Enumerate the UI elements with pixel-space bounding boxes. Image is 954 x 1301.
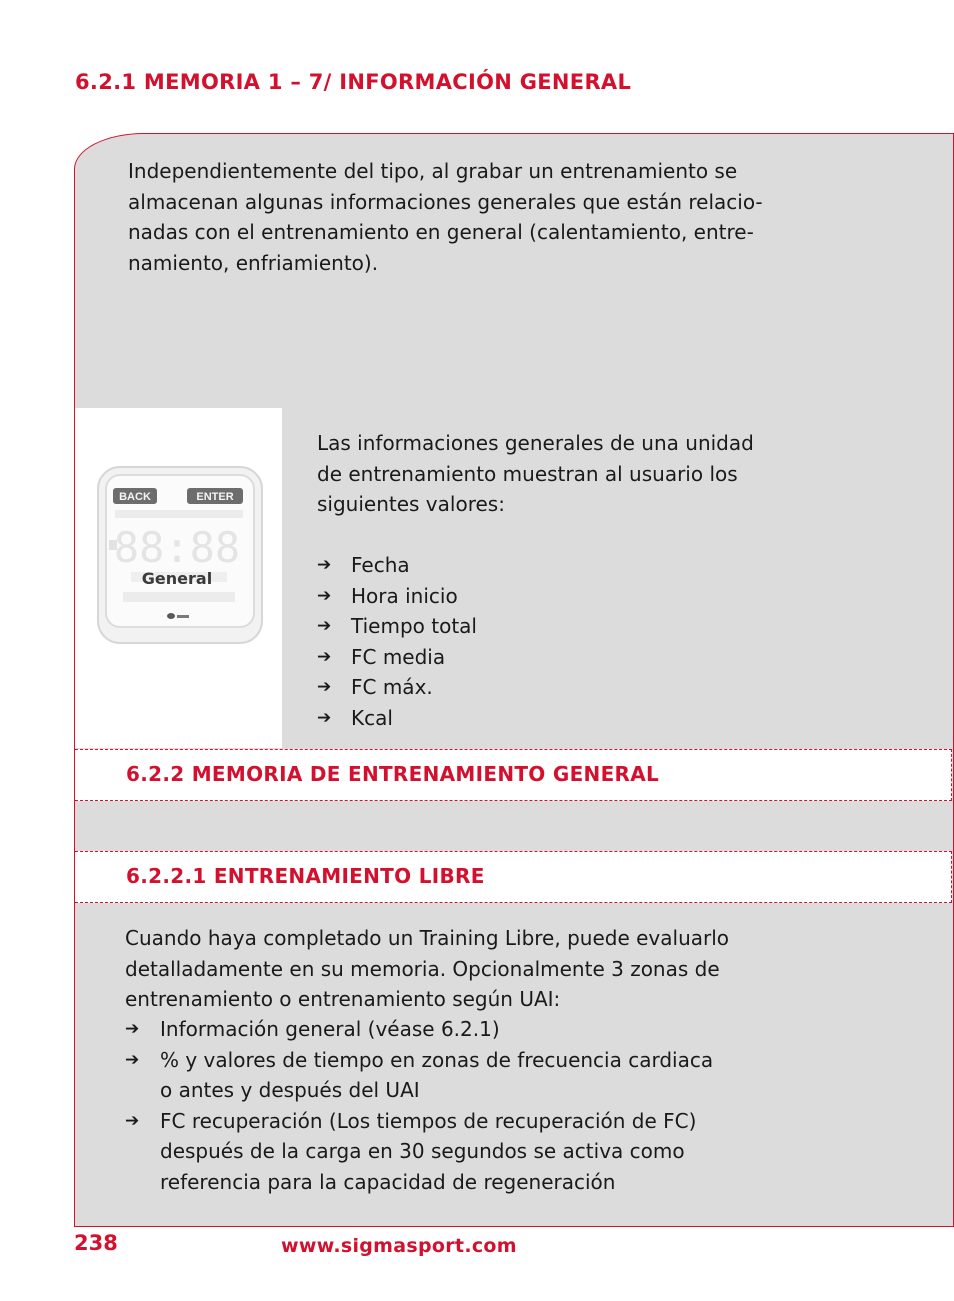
intro-line: Independientemente del tipo, al grabar un entrenamiento se: [128, 159, 738, 183]
free-training-paragraph: [125, 923, 825, 1015]
sigma-logo-icon: [167, 613, 175, 619]
list-item: ➔ % y valores de tiempo en zonas de frecuencia cardiaca o antes y después del UAI: [125, 1045, 805, 1106]
desc-line: Las informaciones generales de una unidad: [317, 431, 754, 455]
list-item: ➔ FC recuperación (Los tiempos de recuperación de FC) después de la carga en 30 segundos se activa como referencia para la capacidad de regeneración: [125, 1106, 805, 1198]
subsection-heading: 6.2.2 MEMORIA DE ENTRENAMIENTO GENERAL: [126, 762, 660, 786]
list-item: ➔ FC media: [317, 642, 477, 673]
intro-line: namiento, enfriamiento).: [128, 250, 379, 275]
digit-display: 88:88: [113, 523, 241, 572]
free-training-list: [125, 1014, 805, 1197]
list-item: ➔ Fecha: [317, 550, 477, 581]
free-line: entrenamiento o entrenamiento según UAI:: [125, 987, 561, 1011]
list-item: ➔ Kcal: [317, 703, 477, 734]
free-line: detalladamente en su memoria. Opcionalmente 3 zonas de: [125, 956, 720, 981]
list-item: ➔ FC máx.: [317, 672, 477, 703]
list-item: ➔ Hora inicio: [317, 581, 477, 612]
general-mode-label: General: [141, 569, 213, 588]
watch-display-image: [97, 466, 263, 644]
section-band: [75, 851, 952, 903]
back-key-label: BACK: [119, 491, 151, 503]
arrow-icon: ➔: [125, 1049, 140, 1070]
list-item: ➔ Información general (véase 6.2.1): [125, 1014, 805, 1045]
intro-paragraph: [128, 156, 828, 278]
arrow-icon: ➔: [317, 585, 332, 606]
page-number: 238: [74, 1231, 118, 1255]
arrow-icon: ➔: [317, 677, 332, 697]
intro-line: almacenan algunas informaciones generales que están relacio-: [128, 189, 763, 214]
enter-key-label: ENTER: [196, 491, 234, 503]
subsection-heading: 6.2.2.1 ENTRENAMIENTO LIBRE: [126, 864, 485, 888]
arrow-icon: ➔: [317, 555, 332, 575]
section-band: [75, 749, 952, 801]
footer-url: www.sigmasport.com: [281, 1235, 517, 1257]
arrow-icon: ➔: [125, 1110, 140, 1131]
arrow-icon: ➔: [317, 646, 332, 667]
values-list: [317, 550, 477, 733]
desc-line: de entrenamiento muestran al usuario los: [317, 461, 738, 486]
desc-line: siguientes valores:: [317, 492, 505, 516]
arrow-icon: ➔: [317, 707, 332, 728]
list-item: ➔ Tiempo total: [317, 611, 477, 642]
section-heading: 6.2.1 MEMORIA 1 – 7/ INFORMACIÓN GENERAL: [75, 70, 632, 94]
arrow-icon: ➔: [125, 1019, 140, 1039]
intro-line: nadas con el entrenamiento en general (calentamiento, entre-: [128, 220, 754, 244]
watch-image-box: [75, 408, 282, 748]
values-description: [317, 428, 837, 520]
arrow-icon: ➔: [317, 616, 332, 636]
free-line: Cuando haya completado un Training Libre, puede evaluarlo: [125, 926, 730, 950]
